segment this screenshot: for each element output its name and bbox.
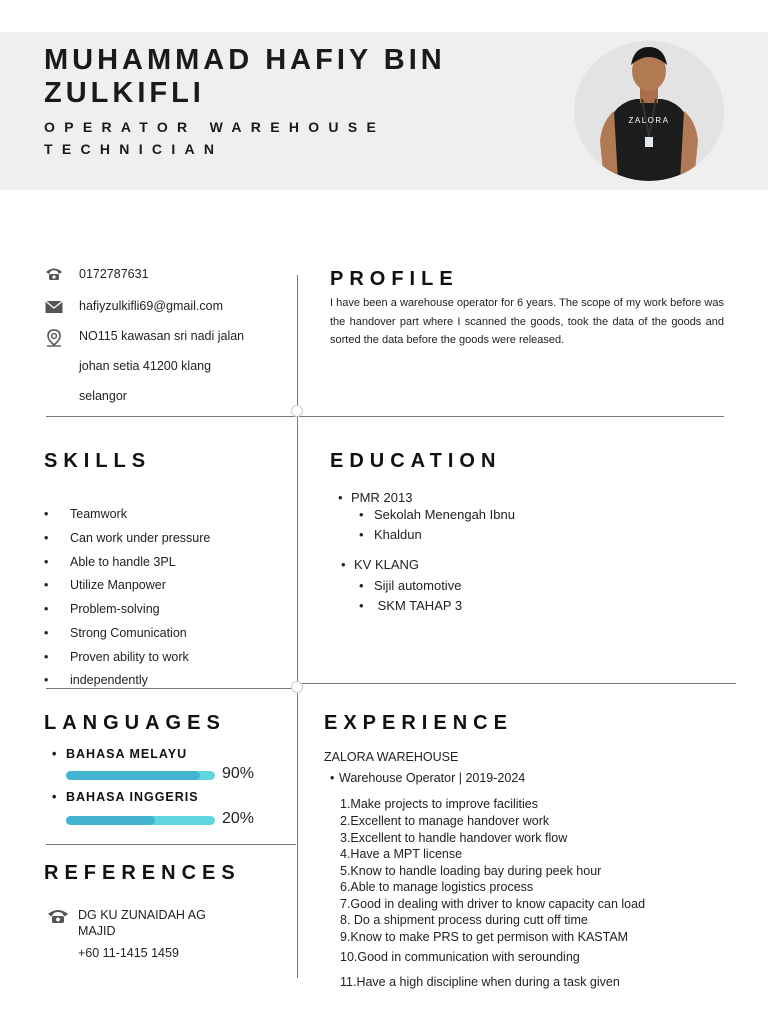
horizontal-divider: [46, 844, 296, 845]
education-bullet: •: [341, 557, 346, 572]
language-percent: 90%: [222, 765, 255, 782]
language-percent: 20%: [222, 810, 255, 827]
experience-duty: 3.Excellent to handle handover work flow: [340, 831, 568, 845]
job-title: OPERATOR WAREHOUSE TECHNICIAN: [44, 119, 386, 157]
experience-duty: 2.Excellent to manage handover work: [340, 814, 550, 828]
experience-duty: 10.Good in communication with serounding: [340, 950, 580, 964]
education-heading-item: PMR 2013: [351, 490, 413, 505]
skill-label: Proven ability to work: [70, 650, 189, 664]
contact-address-line: NO115 kawasan sri nadi jalan: [79, 329, 245, 343]
skill-label: independently: [70, 673, 148, 687]
horizontal-divider: [302, 683, 736, 684]
experience-company: ZALORA WAREHOUSE: [324, 750, 459, 764]
language-level-bar: [66, 816, 215, 825]
education-heading: EDUCATION: [330, 450, 502, 472]
education-detail: SKM TAHAP 3: [374, 598, 463, 613]
language-name: BAHASA MELAYU: [66, 747, 188, 761]
skill-bullet: •: [44, 650, 49, 664]
experience-duty: 6.Able to manage logistics process: [340, 880, 534, 894]
experience-role: Warehouse Operator | 2019-2024: [339, 771, 526, 785]
phone-icon: [44, 264, 64, 284]
language-level-fill: [66, 816, 155, 825]
language-name: BAHASA INGGERIS: [66, 790, 199, 804]
education-bullet: •: [338, 490, 343, 505]
skill-bullet: •: [44, 507, 49, 521]
education-bullet: •: [359, 507, 364, 522]
profile-heading: PROFILE: [330, 268, 459, 290]
skill-label: Problem-solving: [70, 602, 160, 616]
languages-heading: LANGUAGES: [44, 712, 226, 734]
profile-text: I have been a warehouse operator for 6 years. The scope of my work before was the handover part where I scanned the goods, took the data of the goods and sorted the data before the goods were released.: [330, 297, 724, 346]
experience-duty: 1.Make projects to improve facilities: [340, 797, 538, 811]
education-bullet: •: [359, 527, 364, 542]
skill-label: Can work under pressure: [70, 531, 211, 545]
divider-node: [291, 681, 303, 693]
skill-label: Teamwork: [70, 507, 127, 521]
skill-label: Utilize Manpower: [70, 578, 166, 592]
experience-heading: EXPERIENCE: [324, 712, 513, 734]
education-detail: Khaldun: [374, 527, 422, 542]
contact-phone: 0172787631: [79, 267, 149, 281]
experience-duty: 11.Have a high discipline when during a task given: [340, 975, 620, 989]
reference-phone: +60 11-1415 1459: [78, 946, 179, 960]
divider-node: [291, 405, 303, 417]
skill-bullet: •: [44, 578, 49, 592]
experience-bullet: •: [330, 771, 335, 785]
language-level-fill: [66, 771, 200, 780]
vertical-divider: [297, 275, 298, 978]
education-detail: Sijil automotive: [374, 578, 462, 593]
location-pin-icon: [44, 328, 64, 348]
language-level-bar: [66, 771, 215, 780]
education-detail: Sekolah Menengah Ibnu: [374, 507, 515, 522]
contact-address-line: selangor: [79, 389, 127, 403]
skill-bullet: •: [44, 673, 49, 687]
contact-email: hafiyzulkifli69@gmail.com: [79, 299, 223, 313]
skills-heading: SKILLS: [44, 450, 152, 472]
skill-label: Strong Comunication: [70, 626, 187, 640]
email-icon: [44, 297, 64, 317]
education-bullet: •: [359, 598, 364, 613]
profile-photo: [574, 41, 724, 181]
horizontal-divider: [46, 416, 724, 417]
phone-icon: [46, 906, 70, 926]
experience-duty: 8. Do a shipment process during cutt off time: [340, 913, 588, 927]
education-bullet: •: [359, 578, 364, 593]
skill-bullet: •: [44, 602, 49, 616]
horizontal-divider: [46, 688, 296, 689]
education-heading-item: KV KLANG: [354, 557, 420, 572]
language-bullet: •: [52, 790, 58, 804]
reference-name-line: MAJID: [78, 924, 116, 938]
reference-name-line: DG KU ZUNAIDAH AG: [78, 908, 206, 922]
experience-duty: 4.Have a MPT license: [340, 847, 463, 861]
skill-bullet: •: [44, 555, 49, 569]
skill-bullet: •: [44, 531, 49, 545]
contact-address-line: johan setia 41200 klang: [79, 359, 212, 373]
skill-label: Able to handle 3PL: [70, 555, 176, 569]
experience-duty: 9.Know to make PRS to get permison with KASTAM: [340, 930, 629, 944]
experience-duty: 7.Good in dealing with driver to know capacity can load: [340, 897, 646, 911]
shirt-logo-text: ZALORA: [628, 116, 670, 125]
experience-duty: 5.Know to handle loading bay during peek hour: [340, 864, 602, 878]
skill-bullet: •: [44, 626, 49, 640]
person-name: MUHAMMAD HAFIY BIN ZULKIFLI: [44, 44, 446, 109]
language-bullet: •: [52, 747, 58, 761]
references-heading: REFERENCES: [44, 862, 241, 884]
